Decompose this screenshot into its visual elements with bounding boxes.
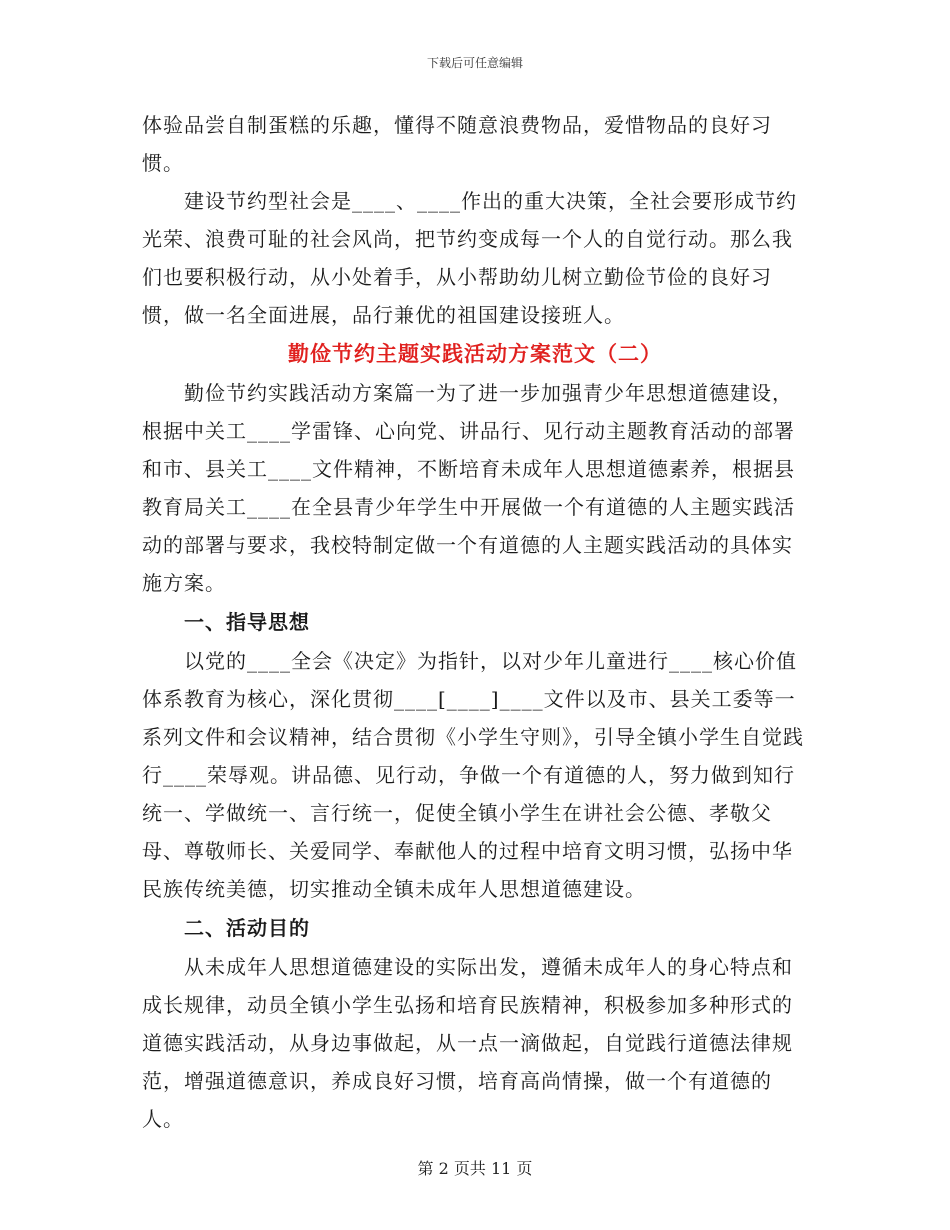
section-title: 勤俭节约主题实践活动方案范文（二） [288,342,662,366]
document-body [142,106,808,1138]
paragraph-3: 勤俭节约实践活动方案篇一为了进一步加强青少年思想道德建设，根据中关工____学雷锋、心向党、讲品行、见行动主题教育活动的部署和市、县关工____文件精神，不断培育未成年人思想道德素养，根据县教育局关工____在全县青少年学生中开展做一个有道德的人主题实践活动的部署与要求，我校特制定做一个有道德的人主题实践活动的具体实施方案。 [142,381,795,595]
page-header-note: 下载后可任意编辑 [426,56,523,70]
paragraph-1: 体验品尝自制蛋糕的乐趣，懂得不随意浪费物品，爱惜物品的良好习惯。 [142,113,772,175]
page-number: 第 2 页共 11 页 [417,1159,533,1178]
heading-guiding-thought: 一、指导思想 [184,610,310,634]
paragraph-2: 建设节约型社会是____、____作出的重大决策，全社会要形成节约光荣、浪费可耻的社会风尚，把节约变成每一个人的自觉行动。那么我们也要积极行动，从小处着手，从小帮助幼儿树立勤俭节俭的良好习惯，做一名全面进展，品行兼优的祖国建设接班人。 [142,189,797,327]
heading-activity-purpose: 二、活动目的 [184,916,310,940]
paragraph-5: 从未成年人思想道德建设的实际出发，遵循未成年人的身心特点和成长规律，动员全镇小学生弘扬和培育民族精神，积极参加多种形式的道德实践活动，从身边事做起，从一点一滴做起，自觉践行道德法律规范，增强道德意识，养成良好习惯，培育高尚情操，做一个有道德的人。 [142,955,793,1131]
paragraph-4: 以党的____全会《决定》为指针，以对少年儿童进行____核心价值体系教育为核心，深化贯彻____[____]____文件以及市、县关工委等一系列文件和会议精神，结合贯彻《小学生守则》，引导全镇小学生自觉践行____荣辱观。讲品德、见行动，争做一个有道德的人，努力做到知行统一、学做统一、言行统一，促使全镇小学生在讲社会公德、孝敬父母、尊敬师长、关爱同学、奉献他人的过程中培育文明习惯，弘扬中华民族传统美德，切实推动全镇未成年人思想道德建设。 [142,649,804,901]
